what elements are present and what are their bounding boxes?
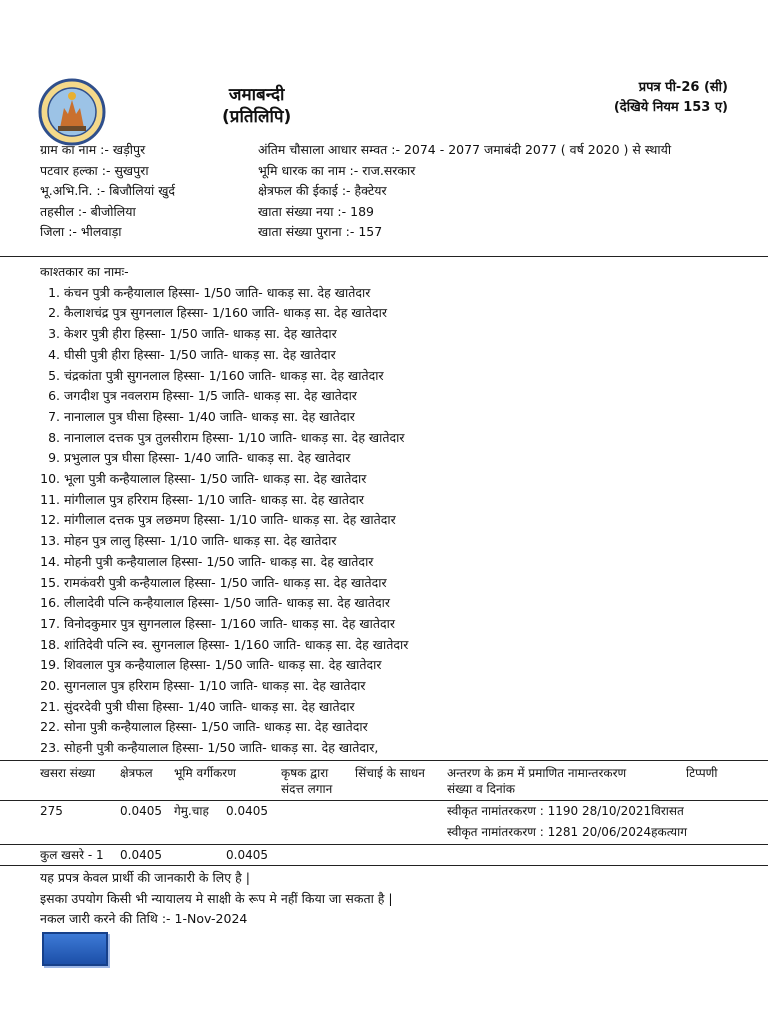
- list-item: 5. चंद्रकांता पुत्री सुगनलाल हिस्सा- 1/160 जाति- धाकड़ सा. देह खातेदार: [64, 366, 408, 387]
- land-holder-name: भूमि धारक का नाम :- राज.सरकार: [258, 162, 416, 178]
- list-item: 14. मोहनी पुत्री कन्हैयालाल हिस्सा- 1/50 जाति- धाकड़ सा. देह खातेदार: [64, 552, 408, 573]
- cell-area: 0.0405: [120, 804, 162, 818]
- issue-date: नकल जारी करने की तिथि :- 1-Nov-2024: [40, 911, 248, 926]
- cell-mutation-2: स्वीकृत नामांतरकरण : 1281 20/06/2024हकत्याग: [447, 825, 688, 839]
- patwar-circle: पटवार हल्का :- सुखपुरा: [40, 162, 149, 178]
- form-reference-block: [614, 78, 728, 118]
- form-number: प्रपत्र पी-26 (सी): [638, 80, 728, 95]
- col-header-area: क्षेत्रफल: [120, 766, 153, 780]
- village-name: ग्राम का नाम :- खड़ीपुर: [40, 142, 146, 157]
- state-emblem-logo: [38, 78, 106, 146]
- tehsil: तहसील :- बीजोलिया: [40, 203, 136, 219]
- col-header-rent-line2: संदत्त लगान: [281, 782, 333, 796]
- list-item: 22. सोना पुत्री कन्हैयालाल हिस्सा- 1/50 जाति- धाकड़ सा. देह खातेदार: [64, 717, 408, 738]
- cell-mutation-1: स्वीकृत नामांतरकरण : 1190 28/10/2021विरासत: [447, 804, 684, 818]
- list-item: 6. जगदीश पुत्र नवलराम हिस्सा- 1/5 जाति- धाकड़ सा. देह खातेदार: [64, 386, 408, 407]
- list-item: 16. लीलादेवी पत्नि कन्हैयालाल हिस्सा- 1/50 जाति- धाकड़ सा. देह खातेदार: [64, 593, 408, 614]
- list-item: 15. रामकंवरी पुत्री कन्हैयालाल हिस्सा- 1/50 जाति- धाकड़ सा. देह खातेदार: [64, 573, 408, 594]
- col-header-land-class: भूमि वर्गीकरण: [174, 766, 236, 780]
- village-info: [40, 140, 250, 243]
- district: जिला :- भीलवाड़ा: [40, 224, 122, 239]
- cell-land-class: गेमु.चाह: [174, 804, 209, 818]
- document-subtitle: (प्रतिलिपि): [222, 107, 292, 127]
- footer-notes: [40, 868, 393, 930]
- list-item: 17. विनोदकुमार पुत्र सुगनलाल हिस्सा- 1/160 जाति- धाकड़ सा. देह खातेदार: [64, 614, 408, 635]
- table-bottom-border: [0, 865, 768, 866]
- col-header-khasra: खसरा संख्या: [40, 766, 95, 780]
- cell-khasra: 275: [40, 804, 63, 818]
- col-header-rent: [281, 765, 332, 797]
- col-header-mutation-line2: संख्या व दिनांक: [447, 782, 515, 796]
- list-item: 23. सोहनी पुत्री कन्हैयालाल हिस्सा- 1/50 जाति- धाकड़ सा. देह खातेदार,: [64, 738, 408, 759]
- list-item: 19. शिवलाल पुत्र कन्हैयालाल हिस्सा- 1/50 जाति- धाकड़ सा. देह खातेदार: [64, 655, 408, 676]
- document-title: जमाबन्दी: [228, 85, 285, 105]
- col-header-irrigation: सिंचाई के साधन: [355, 766, 425, 780]
- table-top-border: [0, 760, 768, 761]
- list-item: 20. सुगनलाल पुत्र हरिराम हिस्सा- 1/10 जाति- धाकड़ सा. देह खातेदार: [64, 676, 408, 697]
- list-item: 11. मांगीलाल पुत्र हरिराम हिस्सा- 1/10 जाति- धाकड़ सा. देह खातेदार: [64, 490, 408, 511]
- list-item: 1. कंचन पुत्री कन्हैयालाल हिस्सा- 1/50 जाति- धाकड़ सा. देह खातेदार: [64, 283, 408, 304]
- list-item: 3. केशर पुत्री हीरा हिस्सा- 1/50 जाति- धाकड़ सा. देह खातेदार: [64, 324, 408, 345]
- list-item: 12. मांगीलाल दत्तक पुत्र लछमण हिस्सा- 1/10 जाति- धाकड़ सा. देह खातेदार: [64, 510, 408, 531]
- col-header-mutation: [447, 765, 626, 797]
- table-total-border: [0, 844, 768, 845]
- land-record-inspector: भू.अभि.नि. :- बिजौलियां खुर्द: [40, 183, 176, 198]
- divider: [0, 256, 768, 257]
- account-number-old: खाता संख्या पुराना :- 157: [258, 224, 383, 239]
- rule-reference: (देखिये नियम 153 ए): [613, 100, 728, 115]
- list-item: 4. घीसी पुत्री हीरा हिस्सा- 1/50 जाति- धाकड़ सा. देह खातेदार: [64, 345, 408, 366]
- cultivator-list: [40, 262, 408, 759]
- list-item: 2. कैलाशचंद्र पुत्र सुगनलाल हिस्सा- 1/160 जाति- धाकड़ सा. देह खातेदार: [64, 303, 408, 324]
- col-header-remarks: टिप्पणी: [686, 766, 718, 780]
- list-item: 7. नानालाल पुत्र घीसा हिस्सा- 1/40 जाति- धाकड़ सा. देह खातेदार: [64, 407, 408, 428]
- footer-note-2: इसका उपयोग किसी भी न्यायालय मे साक्षी के रूप मे नहीं किया जा सकता है |: [40, 890, 393, 906]
- account-info: [258, 140, 728, 243]
- cultivator-heading: काश्तकार का नामः-: [40, 264, 129, 279]
- nic-logo: [42, 932, 108, 966]
- total-area: 0.0405: [120, 848, 162, 862]
- list-item: 10. भूला पुत्री कन्हैयालाल हिस्सा- 1/50 जाति- धाकड़ सा. देह खातेदार: [64, 469, 408, 490]
- total-label: कुल खसरे - 1: [40, 848, 104, 862]
- list-item: 21. सुंदरदेवी पुत्री घीसा हिस्सा- 1/40 जाति- धाकड़ सा. देह खातेदार: [64, 697, 408, 718]
- account-number-new: खाता संख्या नया :- 189: [258, 203, 374, 219]
- document-title-block: [222, 84, 291, 128]
- list-item: 18. शांतिदेवी पत्नि स्व. सुगनलाल हिस्सा- 1/160 जाति- धाकड़ सा. देह खातेदार: [64, 635, 408, 656]
- list-item: 13. मोहन पुत्र लालु हिस्सा- 1/10 जाति- धाकड़ सा. देह खातेदार: [64, 531, 408, 552]
- area-unit: क्षेत्रफल की ईकाई :- हैक्टेयर: [258, 183, 387, 198]
- list-item: 8. नानालाल दत्तक पुत्र तुलसीराम हिस्सा- 1/10 जाति- धाकड़ सा. देह खातेदार: [64, 428, 408, 449]
- list-item: 9. प्रभुलाल पुत्र घीसा हिस्सा- 1/40 जाति- धाकड़ सा. देह खातेदार: [64, 448, 408, 469]
- cell-class-area: 0.0405: [226, 804, 268, 818]
- footer-note-1: यह प्रपत्र केवल प्रार्थी की जानकारी के लिए है |: [40, 870, 250, 885]
- table-header-border: [0, 800, 768, 801]
- total-class-area: 0.0405: [226, 848, 268, 862]
- col-header-rent-line1: कृषक द्वारा: [281, 766, 329, 780]
- settlement-basis: अंतिम चौसाला आधार सम्वत :- 2074 - 2077 जमाबंदी 2077 ( वर्ष 2020 ) से स्थायी: [258, 142, 672, 157]
- col-header-mutation-line1: अन्तरण के क्रम में प्रमाणित नामान्तरकरण: [447, 766, 627, 780]
